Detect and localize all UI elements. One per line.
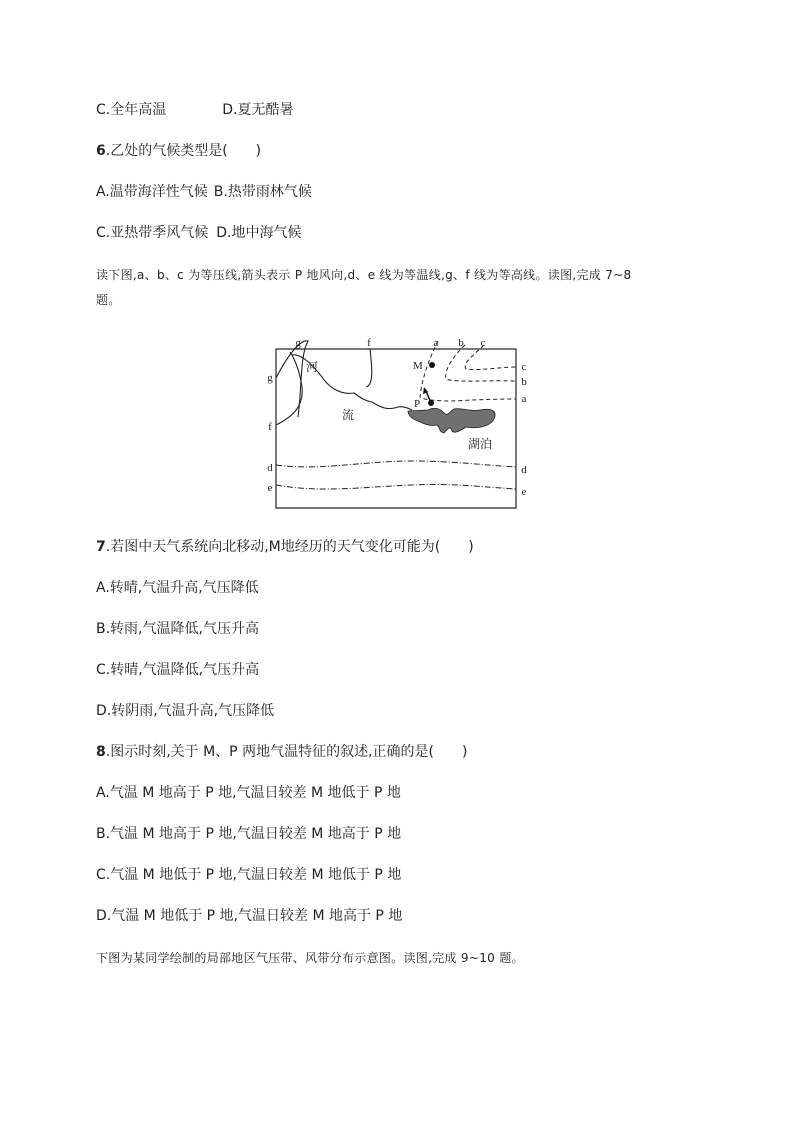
label-e-right: e: [521, 486, 527, 498]
label-d-right: d: [521, 464, 527, 476]
label-c-right: c: [521, 361, 527, 373]
q7-option-c: C.转晴,气温降低,气压升高: [96, 662, 260, 678]
label-e-left: e: [267, 482, 273, 494]
q7-option-b: B.转雨,气温降低,气压升高: [96, 621, 259, 637]
label-point-m: M: [413, 360, 423, 372]
q7-option-d: D.转阴雨,气温升高,气压降低: [96, 703, 275, 719]
label-a-right: a: [521, 393, 527, 405]
lake: [408, 408, 495, 433]
contour-line-f: [366, 349, 372, 387]
intro-7-8-line2: 题。: [96, 293, 121, 307]
q8-stem-text: .图示时刻,关于 M、P 两地气温特征的叙述,正确的是( ): [105, 744, 468, 760]
q6-option-a: A.温带海洋性气候: [96, 184, 208, 200]
q7-stem: [96, 538, 474, 556]
q8-number: 8: [96, 744, 106, 760]
q6-option-c: C.亚热带季风气候: [96, 225, 209, 241]
label-g-left: g: [267, 372, 273, 384]
q8-option-a: A.气温 M 地高于 P 地,气温日较差 M 地低于 P 地: [96, 785, 401, 801]
label-f-left: f: [268, 421, 272, 433]
intro-9-10: 下图为某同学绘制的局部地区气压带、风带分布示意图。读图,完成 9~10 题。: [96, 951, 524, 965]
q6-options-ab: [96, 183, 312, 201]
q7-number: 7: [96, 539, 106, 555]
q7-option-a: A.转晴,气温升高,气压降低: [96, 580, 259, 596]
point-m-dot: [429, 362, 435, 368]
q8-option-b: B.气温 M 地高于 P 地,气温日较差 M 地高于 P 地: [96, 826, 402, 842]
wind-arrow: [426, 391, 431, 403]
q7-stem-text: .若图中天气系统向北移动,M地经历的天气变化可能为( ): [105, 539, 474, 555]
q6-stem: [96, 142, 261, 160]
isotherm-d: [276, 461, 516, 467]
q8-option-d: D.气温 M 地低于 P 地,气温日较差 M 地高于 P 地: [96, 908, 403, 924]
label-b-right: b: [521, 376, 527, 388]
label-b-top: b: [458, 337, 464, 349]
label-f-top: f: [367, 337, 371, 349]
label-lake: 湖泊: [468, 437, 493, 451]
intro-7-8-line1: 读下图,a、b、c 为等压线,箭头表示 P 地风向,d、e 线为等温线,g、f 线为等高线。读图,完成 7~8: [96, 268, 632, 282]
q6-option-b: B.热带雨林气候: [213, 184, 312, 200]
q6-stem-text: .乙处的气候类型是( ): [105, 143, 262, 159]
isotherm-e: [276, 484, 516, 489]
q8-option-c: C.气温 M 地低于 P 地,气温日较差 M 地低于 P 地: [96, 867, 402, 883]
label-a-top: a: [433, 337, 439, 349]
q6-number: 6: [96, 143, 106, 159]
q6-options-cd: [96, 224, 301, 242]
label-c-top: c: [480, 337, 486, 349]
contour-line-g: [276, 341, 308, 417]
label-d-left: d: [267, 462, 273, 474]
label-river-char1: 河: [306, 360, 319, 374]
q5-option-c: C.全年高温: [96, 102, 167, 118]
isobar-a: [420, 341, 516, 401]
label-g-top: g: [295, 337, 301, 349]
q8-stem: [96, 743, 467, 761]
q6-option-d: D.地中海气候: [216, 225, 302, 241]
label-point-p: P: [414, 398, 421, 410]
q5-options-cd: [96, 101, 293, 119]
label-river-char2: 流: [342, 408, 355, 422]
isobar-b: [446, 345, 516, 381]
isobar-isotherm-map-figure: [262, 337, 532, 515]
q5-option-d: D.夏无酷暑: [222, 102, 294, 118]
